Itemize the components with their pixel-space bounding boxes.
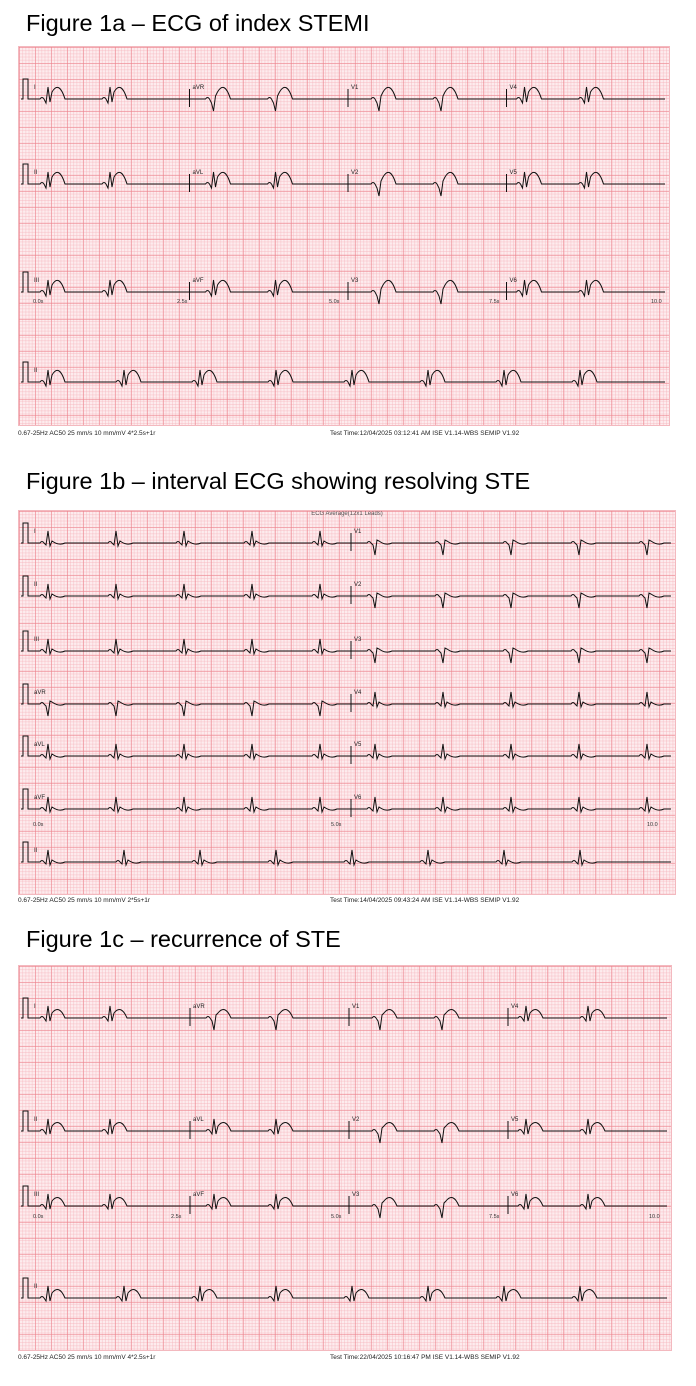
calibration-pulse [21, 79, 31, 99]
strip-header-note: ECG Average(12x1 Leads) [311, 511, 383, 517]
lead-label-iii: III [34, 1192, 40, 1198]
ecg-trace-iii [31, 1194, 190, 1209]
lead-label-avf: aVF [192, 278, 204, 284]
ecg-trace-v4 [508, 1006, 667, 1021]
ecg-trace-v5 [507, 172, 666, 188]
calibration-pulse [21, 998, 31, 1018]
ecg-traces [19, 966, 671, 1350]
calibration-pulse [21, 164, 31, 184]
ecg-trace-v5 [508, 1119, 667, 1134]
lead-label-ii: II [34, 848, 38, 854]
time-tick-label: 2.5s [171, 1214, 182, 1220]
lead-label-avl: aVL [192, 170, 204, 176]
ecg-trace-v3 [351, 648, 671, 663]
lead-label-avf: aVF [34, 795, 46, 801]
ecg-strip-1c [18, 965, 672, 1351]
ecg-traces [19, 47, 669, 425]
ecg-trace-avr [190, 87, 349, 111]
lead-label-v5: V5 [509, 170, 517, 176]
lead-label-avl: aVL [34, 742, 45, 748]
ecg-trace-v2 [351, 593, 671, 608]
ecg-traces [19, 511, 675, 894]
ecg-trace-avl [190, 1119, 349, 1134]
ecg-trace-v3 [348, 280, 507, 304]
ecg-trace-ii [31, 584, 351, 599]
lead-label-avf: aVF [193, 1192, 205, 1198]
footer-test-time: Test Time:14/04/2025 09:43:24 AM ISE V1.14-WBS SEMIP V1.92 [330, 897, 520, 904]
calibration-pulse [21, 1278, 31, 1298]
ecg-trace-avf [190, 280, 349, 296]
ecg-trace-iii [31, 639, 351, 654]
time-tick-label: 10.0 [651, 299, 662, 305]
lead-label-v4: V4 [511, 1004, 519, 1010]
ecg-trace-ii [31, 850, 671, 865]
ecg-trace-v2 [349, 1122, 508, 1143]
calibration-pulse [21, 272, 31, 292]
lead-label-v3: V3 [354, 637, 362, 643]
ecg-trace-v1 [351, 540, 671, 555]
time-tick-label: 0.0s [33, 1214, 44, 1220]
ecg-trace-v6 [508, 1194, 667, 1209]
ecg-trace-ii [31, 172, 190, 188]
ecg-trace-v2 [348, 172, 507, 196]
lead-label-i: I [34, 1004, 36, 1010]
footer-filters: 0.67-25Hz AC50 25 mm/s 10 mm/mV 4*2.5s+1r [18, 1354, 156, 1361]
ecg-trace-i [31, 1006, 190, 1021]
lead-label-iii: III [34, 278, 40, 284]
footer-filters: 0.67-25Hz AC50 25 mm/s 10 mm/mV 4*2.5s+1r [18, 430, 156, 437]
ecg-strip-1a [18, 46, 670, 426]
calibration-pulse [21, 1186, 31, 1206]
lead-label-v6: V6 [354, 795, 362, 801]
time-tick-label: 10.0 [647, 822, 658, 828]
time-tick-label: 0.0s [33, 822, 44, 828]
calibration-pulse [21, 523, 31, 543]
lead-label-avl: aVL [193, 1117, 204, 1123]
time-tick-label: 7.5s [489, 299, 500, 305]
time-tick-label: 5.0s [331, 1214, 342, 1220]
figure-1c-title: Figure 1c – recurrence of STE [26, 926, 341, 952]
lead-label-v1: V1 [352, 1004, 360, 1010]
ecg-trace-avf [31, 797, 351, 812]
lead-label-avr: aVR [34, 690, 46, 696]
lead-label-ii: II [34, 582, 38, 588]
ecg-trace-avl [190, 172, 349, 188]
lead-label-i: I [34, 85, 36, 91]
ecg-trace-avr [31, 701, 351, 716]
lead-label-ii: II [34, 1117, 38, 1123]
time-tick-label: 7.5s [489, 1214, 500, 1220]
ecg-trace-v4 [507, 87, 666, 103]
ecg-trace-avf [190, 1194, 349, 1209]
calibration-pulse [21, 736, 31, 756]
figure-1a-title: Figure 1a – ECG of index STEMI [26, 10, 370, 36]
calibration-pulse [21, 842, 31, 862]
calibration-pulse [21, 789, 31, 809]
ecg-trace-iii [31, 280, 190, 296]
lead-label-v1: V1 [354, 529, 362, 535]
time-tick-label: 5.0s [331, 822, 342, 828]
ecg-footer-1c [18, 1354, 672, 1364]
ecg-trace-v5 [351, 744, 671, 759]
lead-label-v6: V6 [511, 1192, 519, 1198]
lead-label-iii: III [34, 637, 40, 643]
ecg-trace-v3 [349, 1197, 508, 1218]
calibration-pulse [21, 362, 31, 382]
ecg-trace-i [31, 87, 190, 103]
ecg-trace-v1 [348, 87, 507, 111]
lead-label-v2: V2 [354, 582, 362, 588]
lead-label-avr: aVR [192, 85, 205, 91]
lead-label-v3: V3 [352, 1192, 360, 1198]
ecg-trace-avl [31, 744, 351, 759]
calibration-pulse [21, 631, 31, 651]
lead-label-v2: V2 [351, 170, 359, 176]
footer-test-time: Test Time:22/04/2025 10:16:47 PM ISE V1.14-WBS SEMIP V1.92 [330, 1354, 520, 1361]
calibration-pulse [21, 1111, 31, 1131]
ecg-trace-v1 [349, 1009, 508, 1030]
ecg-trace-v6 [351, 797, 671, 812]
ecg-footer-1a [18, 430, 670, 440]
ecg-trace-i [31, 531, 351, 546]
lead-label-avr: aVR [193, 1004, 205, 1010]
lead-label-v4: V4 [509, 85, 517, 91]
footer-test-time: Test Time:12/04/2025 03:12:41 AM ISE V1.14-WBS SEMIP V1.92 [330, 430, 520, 437]
time-tick-label: 0.0s [33, 299, 44, 305]
footer-filters: 0.67-25Hz AC50 25 mm/s 10 mm/mV 2*5s+1r [18, 897, 151, 904]
ecg-trace-ii [31, 1119, 190, 1134]
lead-label-i: I [34, 529, 36, 535]
lead-label-v1: V1 [351, 85, 359, 91]
lead-label-v3: V3 [351, 278, 359, 284]
ecg-trace-v6 [507, 280, 666, 296]
time-tick-label: 5.0s [329, 299, 340, 305]
ecg-trace-v4 [351, 692, 671, 707]
lead-label-v5: V5 [354, 742, 362, 748]
ecg-trace-avr [190, 1009, 349, 1030]
ecg-footer-1b [18, 897, 676, 907]
calibration-pulse [21, 684, 31, 704]
lead-label-v2: V2 [352, 1117, 360, 1123]
lead-label-ii: II [34, 1284, 38, 1290]
calibration-pulse [21, 576, 31, 596]
ecg-strip-1b [18, 510, 676, 895]
time-tick-label: 10.0 [649, 1214, 660, 1220]
lead-label-v4: V4 [354, 690, 362, 696]
lead-label-ii: II [34, 170, 38, 176]
figure-1b-title: Figure 1b – interval ECG showing resolving STE [26, 468, 531, 494]
lead-label-v5: V5 [511, 1117, 519, 1123]
ecg-trace-ii [31, 1286, 667, 1301]
time-tick-label: 2.5s [177, 299, 188, 305]
ecg-trace-ii [31, 370, 665, 386]
lead-label-v6: V6 [509, 278, 517, 284]
lead-label-ii: II [34, 368, 38, 374]
